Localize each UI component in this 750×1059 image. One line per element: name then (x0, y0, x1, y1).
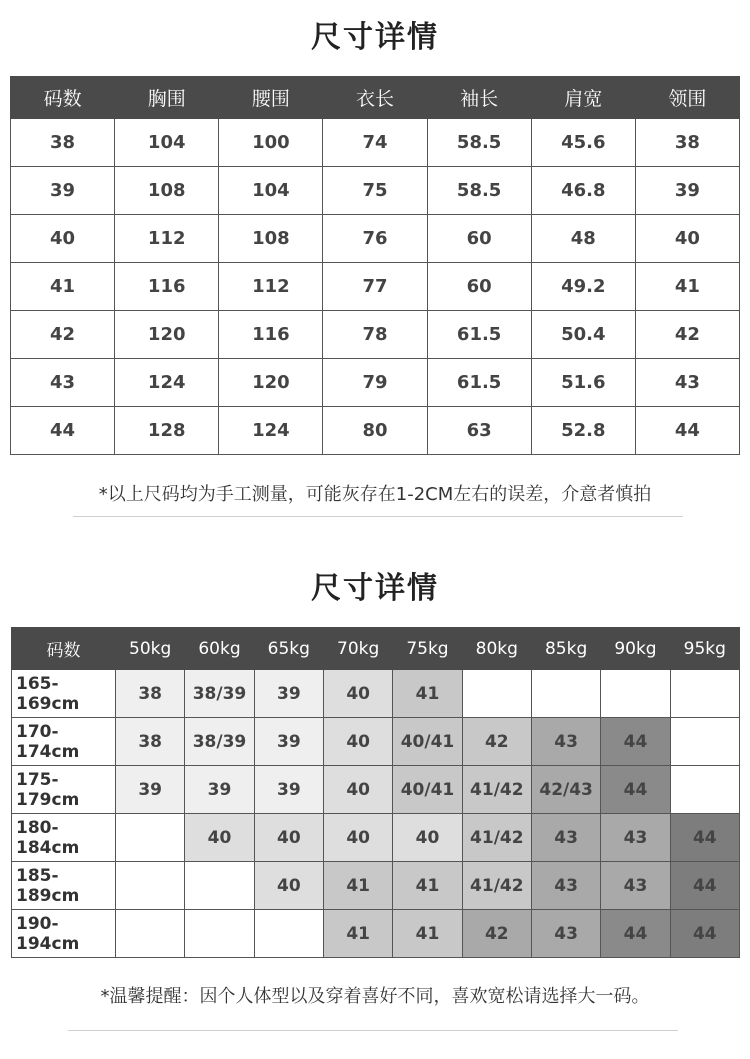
header-shoulder: 肩宽 (531, 77, 635, 119)
table-row (12, 766, 740, 814)
header-weight: 80kg (462, 628, 531, 670)
table-cell: 44 (635, 407, 739, 455)
table-cell (462, 670, 531, 718)
table-cell: 38 (635, 119, 739, 167)
table-row (12, 814, 740, 862)
table-cell: 40 (323, 814, 392, 862)
header-weight: 60kg (185, 628, 254, 670)
table-cell: 40 (11, 215, 115, 263)
table-cell: 44 (601, 718, 670, 766)
table-cell: 39 (254, 718, 323, 766)
table-cell: 41 (393, 862, 462, 910)
height-label: 165-169cm (12, 670, 116, 718)
header-weight: 75kg (393, 628, 462, 670)
table-cell (116, 910, 185, 958)
size-recommendation-table (11, 627, 740, 958)
table-cell: 44 (670, 862, 739, 910)
table-cell: 48 (531, 215, 635, 263)
table-cell: 63 (427, 407, 531, 455)
table-row (11, 359, 740, 407)
table-cell: 41 (323, 862, 392, 910)
header-weight: 95kg (670, 628, 739, 670)
table-row (11, 263, 740, 311)
table-cell (670, 766, 739, 814)
table-cell: 41 (393, 910, 462, 958)
header-weight: 90kg (601, 628, 670, 670)
header-weight: 85kg (531, 628, 600, 670)
table-cell: 43 (531, 862, 600, 910)
table-cell: 116 (115, 263, 219, 311)
table-cell: 44 (670, 910, 739, 958)
table-cell: 116 (219, 311, 323, 359)
table-cell: 39 (11, 167, 115, 215)
table-cell: 40 (254, 814, 323, 862)
table-cell: 41 (635, 263, 739, 311)
table-cell: 38 (116, 670, 185, 718)
divider (73, 516, 683, 517)
table-cell: 40/41 (393, 766, 462, 814)
table-cell: 40/41 (393, 718, 462, 766)
divider (68, 1030, 678, 1031)
table-cell: 51.6 (531, 359, 635, 407)
table-cell: 104 (115, 119, 219, 167)
header-weight: 50kg (116, 628, 185, 670)
table-cell: 42 (11, 311, 115, 359)
table-cell: 60 (427, 215, 531, 263)
table-cell: 44 (670, 814, 739, 862)
table-cell: 79 (323, 359, 427, 407)
table-cell: 78 (323, 311, 427, 359)
table-cell: 43 (531, 718, 600, 766)
table-cell (254, 910, 323, 958)
table-cell: 108 (219, 215, 323, 263)
table-cell: 43 (11, 359, 115, 407)
table-cell: 76 (323, 215, 427, 263)
table-row (12, 670, 740, 718)
height-label: 185-189cm (12, 862, 116, 910)
table-cell: 100 (219, 119, 323, 167)
table-cell: 128 (115, 407, 219, 455)
table-cell: 40 (393, 814, 462, 862)
table-cell: 58.5 (427, 167, 531, 215)
table-cell: 104 (219, 167, 323, 215)
header-size: 码数 (12, 628, 116, 670)
table-cell: 43 (601, 862, 670, 910)
header-sleeve: 袖长 (427, 77, 531, 119)
table-cell: 120 (219, 359, 323, 407)
header-weight: 70kg (323, 628, 392, 670)
table-cell (116, 862, 185, 910)
table-cell: 80 (323, 407, 427, 455)
table-cell: 40 (635, 215, 739, 263)
table-cell: 41 (323, 910, 392, 958)
table-cell: 49.2 (531, 263, 635, 311)
height-label: 175-179cm (12, 766, 116, 814)
table-cell: 108 (115, 167, 219, 215)
table-cell: 50.4 (531, 311, 635, 359)
table-row (12, 910, 740, 958)
table-cell: 42 (462, 910, 531, 958)
height-label: 170-174cm (12, 718, 116, 766)
table-row (12, 862, 740, 910)
table-cell: 75 (323, 167, 427, 215)
size-recommendation-title: 尺寸详情 (311, 571, 439, 606)
table-cell: 39 (185, 766, 254, 814)
table-cell: 40 (323, 766, 392, 814)
table-cell: 43 (531, 910, 600, 958)
table-cell: 112 (115, 215, 219, 263)
weight-header-row (12, 628, 740, 670)
table-cell: 41/42 (462, 814, 531, 862)
table-cell: 42 (635, 311, 739, 359)
size-measurement-table (10, 76, 740, 455)
table-cell: 43 (601, 814, 670, 862)
table-cell: 43 (635, 359, 739, 407)
table-cell: 52.8 (531, 407, 635, 455)
table-cell: 40 (323, 670, 392, 718)
table-cell (185, 910, 254, 958)
table-cell: 41 (393, 670, 462, 718)
size-table-header-row (11, 77, 740, 119)
header-chest: 胸围 (115, 77, 219, 119)
header-length: 衣长 (323, 77, 427, 119)
table-cell: 42/43 (531, 766, 600, 814)
table-cell: 44 (601, 766, 670, 814)
table-cell: 40 (254, 862, 323, 910)
table-cell: 39 (116, 766, 185, 814)
table-cell: 46.8 (531, 167, 635, 215)
table-row (11, 167, 740, 215)
table-cell: 38/39 (185, 670, 254, 718)
table-cell: 44 (11, 407, 115, 455)
table-cell: 39 (254, 670, 323, 718)
table-cell: 38/39 (185, 718, 254, 766)
table-row (12, 718, 740, 766)
table-cell: 38 (11, 119, 115, 167)
table-cell: 124 (219, 407, 323, 455)
table-cell (601, 670, 670, 718)
table-row (11, 215, 740, 263)
table-cell: 44 (601, 910, 670, 958)
header-collar: 领围 (635, 77, 739, 119)
table-cell: 61.5 (427, 359, 531, 407)
table-cell: 40 (185, 814, 254, 862)
table-cell (670, 718, 739, 766)
table-cell: 41 (11, 263, 115, 311)
table-cell: 120 (115, 311, 219, 359)
table-cell: 42 (462, 718, 531, 766)
header-size: 码数 (11, 77, 115, 119)
table-cell (670, 670, 739, 718)
table-cell: 61.5 (427, 311, 531, 359)
table-cell (185, 862, 254, 910)
table-cell: 58.5 (427, 119, 531, 167)
table-cell: 38 (116, 718, 185, 766)
table-cell: 77 (323, 263, 427, 311)
table-row (11, 119, 740, 167)
height-label: 190-194cm (12, 910, 116, 958)
table-cell (531, 670, 600, 718)
table-cell: 41/42 (462, 766, 531, 814)
header-waist: 腰围 (219, 77, 323, 119)
table-cell: 41/42 (462, 862, 531, 910)
height-label: 180-184cm (12, 814, 116, 862)
size-details-title: 尺寸详情 (311, 20, 439, 55)
table-cell: 45.6 (531, 119, 635, 167)
table-cell: 112 (219, 263, 323, 311)
table-cell (116, 814, 185, 862)
measurement-note: *以上尺码均为手工测量，可能灰存在1-2CM左右的误差，介意者慎拍 (98, 484, 652, 505)
table-cell: 43 (531, 814, 600, 862)
table-cell: 40 (323, 718, 392, 766)
table-cell: 74 (323, 119, 427, 167)
table-row (11, 311, 740, 359)
table-cell: 124 (115, 359, 219, 407)
table-cell: 39 (254, 766, 323, 814)
header-weight: 65kg (254, 628, 323, 670)
table-row (11, 407, 740, 455)
table-cell: 39 (635, 167, 739, 215)
table-cell: 60 (427, 263, 531, 311)
fit-reminder-note: *温馨提醒：因个人体型以及穿着喜好不同，喜欢宽松请选择大一码。 (100, 986, 650, 1007)
